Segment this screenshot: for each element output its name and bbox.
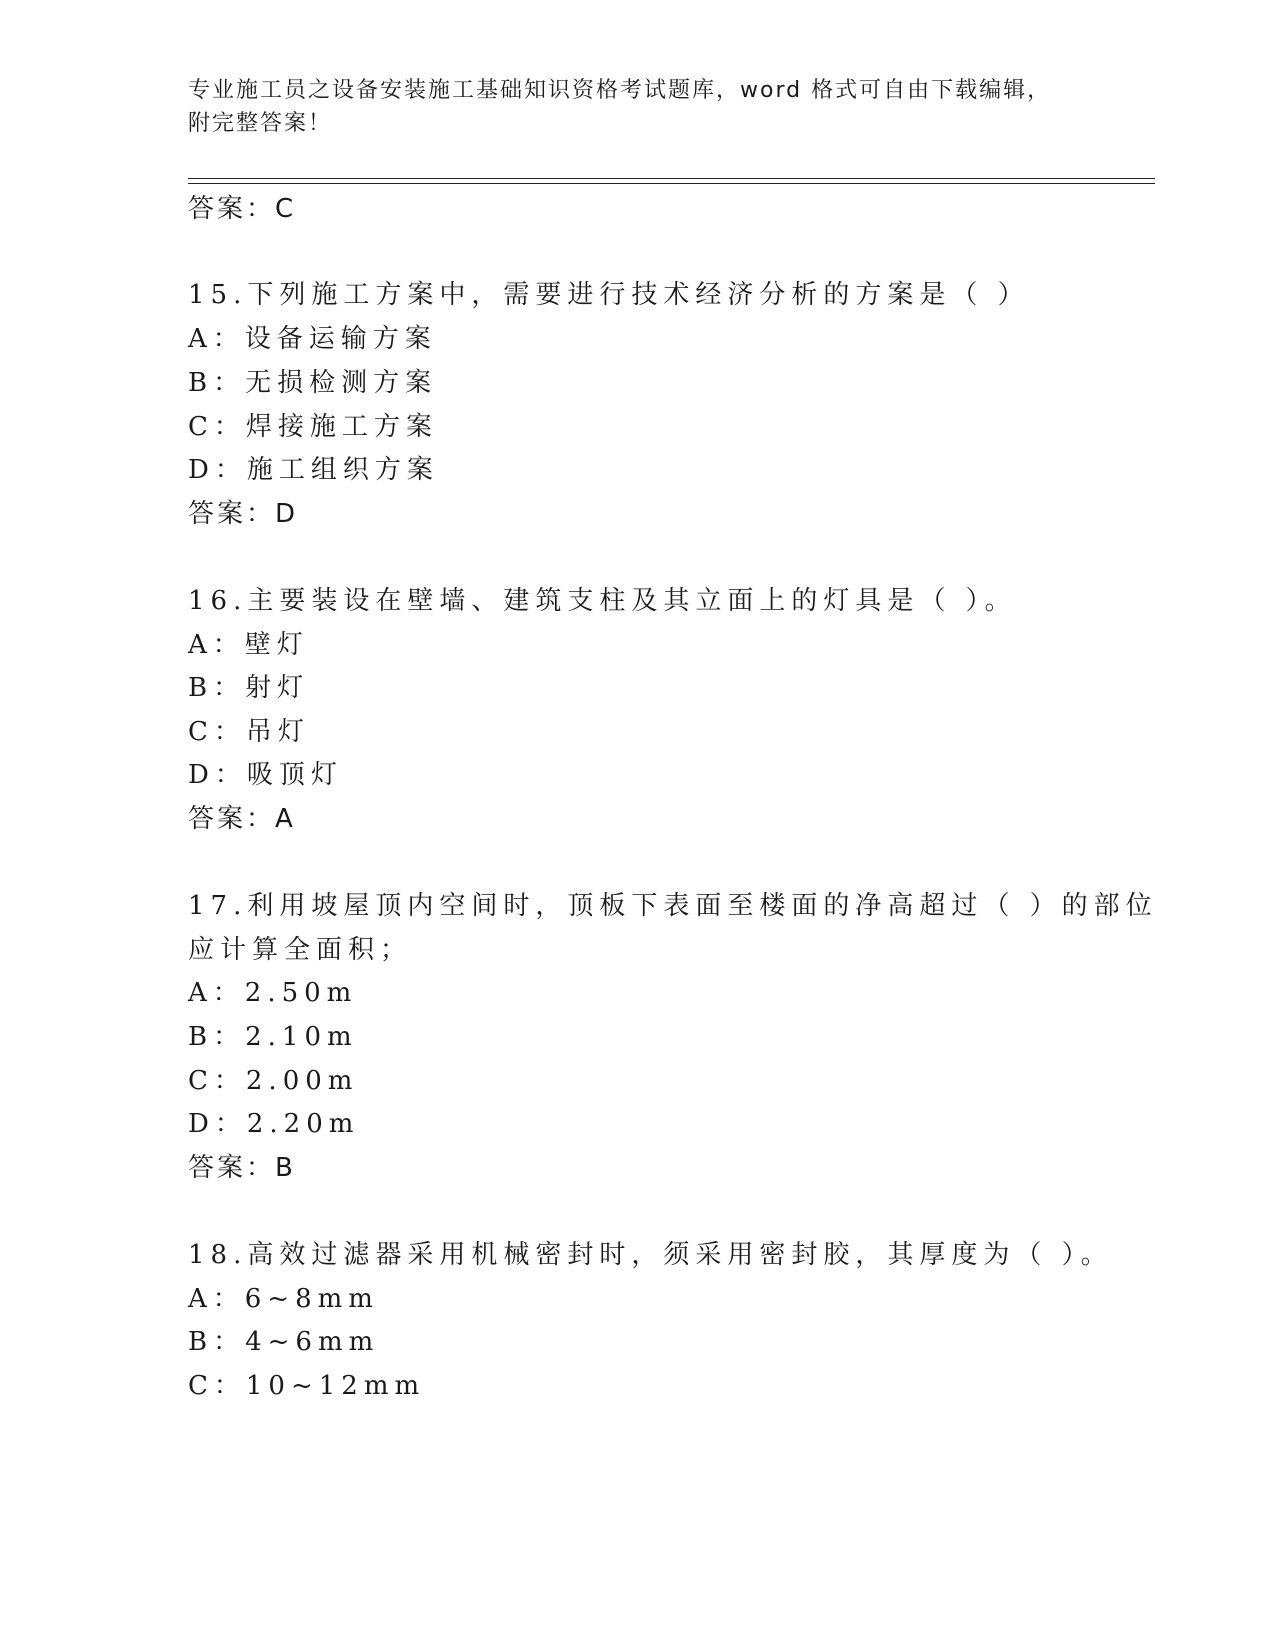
answer-line: 答案：A: [188, 804, 296, 834]
question-stem: 18.高效过滤器采用机械密封时，须采用密封胶，其厚度为（ ）。: [188, 1240, 1113, 1270]
option-b: B：无损检测方案: [188, 368, 438, 398]
option-c: C：10~12mm: [188, 1371, 426, 1401]
question-stem-continued: 应计算全面积；: [188, 935, 413, 965]
option-a: A：设备运输方案: [188, 324, 437, 354]
answer-line: 答案：B: [188, 1153, 296, 1183]
option-a: A：壁灯: [188, 630, 309, 660]
option-a: A：6~8mm: [188, 1284, 379, 1314]
header-line-2: 附完整答案！: [188, 111, 333, 136]
option-d: D：2.20m: [188, 1109, 360, 1139]
option-a: A：2.50m: [188, 978, 358, 1008]
answer-line: 答案：D: [188, 499, 299, 529]
header-divider-bottom: [188, 183, 1155, 184]
option-c: C：2.00m: [188, 1066, 359, 1096]
option-b: B：2.10m: [188, 1022, 358, 1052]
answer-line: 答案：C: [188, 194, 297, 224]
option-c: C：吊灯: [188, 717, 310, 747]
header-divider-top: [188, 178, 1155, 179]
question-stem: 16.主要装设在壁墙、建筑支柱及其立面上的灯具是（ ）。: [188, 586, 1017, 616]
header-line-1: 专业施工员之设备安装施工基础知识资格考试题库，word 格式可自由下载编辑，: [188, 78, 1052, 103]
option-b: B：4~6mm: [188, 1327, 380, 1357]
document-header: [188, 74, 1088, 140]
option-d: D：施工组织方案: [188, 455, 439, 485]
option-d: D：吸顶灯: [188, 760, 343, 790]
option-b: B：射灯: [188, 673, 310, 703]
option-c: C：焊接施工方案: [188, 412, 438, 442]
question-stem: 15.下列施工方案中，需要进行技术经济分析的方案是（ ）: [188, 280, 1030, 310]
question-stem: 17.利用坡屋顶内空间时，顶板下表面至楼面的净高超过（ ）的部位: [188, 891, 1158, 921]
